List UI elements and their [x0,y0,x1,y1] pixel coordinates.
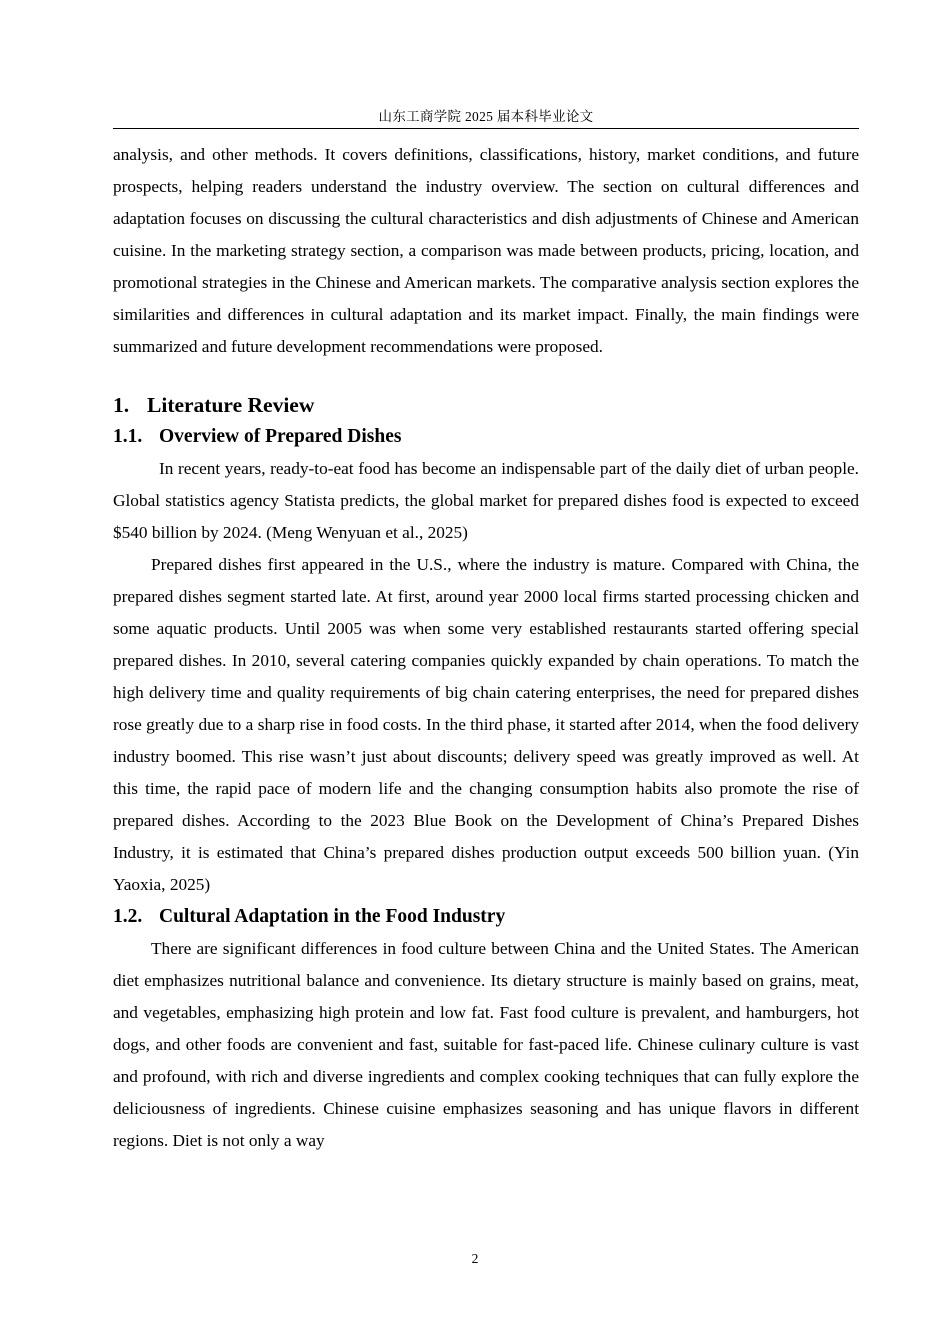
section-heading-1 [113,389,859,421]
subsection-title: Cultural Adaptation in the Food Industry [159,906,506,927]
subsection-heading-1-1 [113,421,859,453]
subsection-number: 1.2. [113,906,143,927]
body-paragraph: There are significant differences in food culture between China and the United States. The American diet emphasizes nutritional balance and convenience. Its dietary structure is mainly based on grains, meat, and vegetables, emphasizing high protein and low fat. Fast food culture is prevalent, and hamburgers, hot dogs, and other foods are convenient and fast, suitable for fast-paced life. Chinese culinary culture is vast and profound, with rich and diverse ingredients and complex cooking techniques that can fully explore the deliciousness of ingredients. Chinese cuisine emphasizes seasoning and has unique flavors in different regions. Diet is not only a way [113,939,859,1150]
section-number: 1. [113,393,130,417]
running-header: 山东工商学院 2025 届本科毕业论文 [378,109,594,124]
body-paragraph: Prepared dishes first appeared in the U.S., where the industry is mature. Compared with China, the prepared dishes segment started late. At first, around year 2000 local firms started processing chicken and some aquatic products. Until 2005 was when some very established restaurants started offering special prepared dishes. In 2010, several catering companies quickly expanded by chain operations. To match the high delivery time and quality requirements of big chain catering enterprises, the need for prepared dishes rose greatly due to a sharp rise in food costs. In the third phase, it started after 2014, when the food delivery industry boomed. This rise wasn’t just about discounts; delivery speed was greatly improved as well. At this time, the rapid pace of modern life and the changing consumption habits also promote the rise of prepared dishes. According to the 2023 Blue Book on the Development of China’s Prepared Dishes Industry, it is estimated that China’s prepared dishes production output exceeds 500 billion yuan. (Yin Yaoxia, 2025) [113,555,859,894]
section-title: Literature Review [147,393,315,417]
intro-paragraph: analysis, and other methods. It covers definitions, classifications, history, market conditions, and future prospects, helping readers understand the industry overview. The section on cultural differences and adaptation focuses on discussing the cultural characteristics and dish adjustments of Chinese and American cuisine. In the marketing strategy section, a comparison was made between products, pricing, location, and promotional strategies in the Chinese and American markets. The comparative analysis section explores the similarities and differences in cultural adaptation and its market impact. Finally, the main findings were summarized and future development recommendations were proposed. [113,145,859,356]
subsection-number: 1.1. [113,426,143,447]
page-number: 2 [471,1251,479,1266]
body-paragraph: In recent years, ready-to-eat food has become an indispensable part of the daily diet of urban people. Global statistics agency Statista predicts, the global market for prepared dishes food is expected to exceed $540 billion by 2024. (Meng Wenyuan et al., 2025) [113,459,859,542]
page-body [113,139,859,1157]
subsection-title: Overview of Prepared Dishes [159,426,402,447]
subsection-heading-1-2 [113,901,859,933]
header-rule [113,128,859,129]
